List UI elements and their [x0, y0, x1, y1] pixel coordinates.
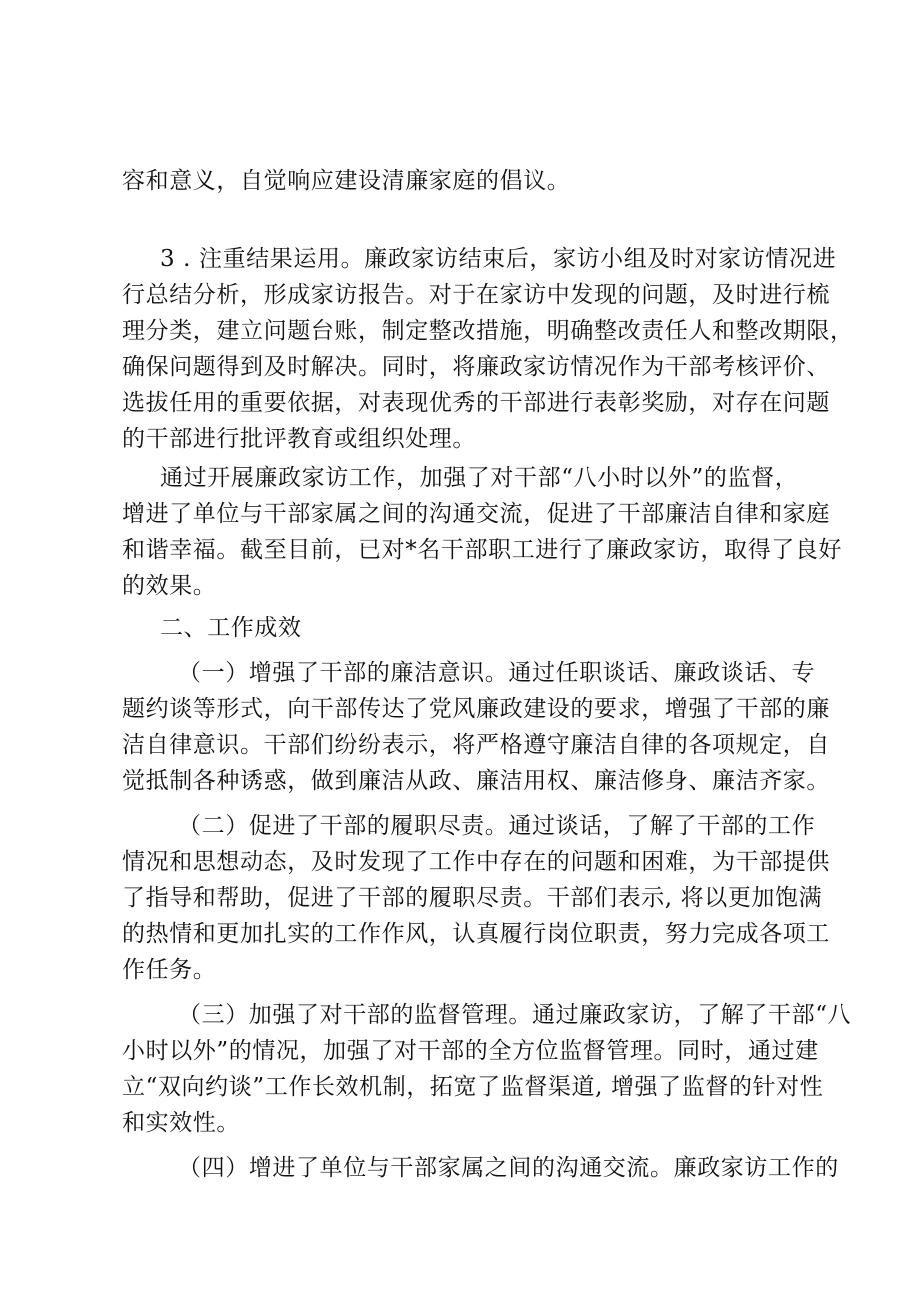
- text-line: （三）加强了对干部的监督管理。通过廉政家访，了解了干部“八: [178, 1002, 852, 1028]
- text-line: 立“双向约谈”工作长效机制，拓宽了监督渠道, 增强了监督的针对性: [122, 1074, 824, 1100]
- text-line: 和谐幸福。截至目前，已对*名干部职工进行了廉政家访，取得了良好: [122, 537, 843, 563]
- text-line: 和实效性。: [122, 1110, 240, 1136]
- text-line: 确保问题得到及时解决。同时，将廉政家访情况作为干部考核评价、: [122, 354, 830, 380]
- section-heading: 二、工作成效: [160, 615, 302, 641]
- text-line: （四）增进了单位与干部家属之间的沟通交流。廉政家访工作的: [178, 1155, 839, 1181]
- text-line: 小时以外”的情况，加强了对干部的全方位监督管理。同时，通过建: [122, 1038, 819, 1064]
- text-line: 3 . 注重结果运用。廉政家访结束后，家访小组及时对家访情况进: [160, 246, 837, 272]
- text-line: （二）促进了干部的履职尽责。通过谈话，了解了干部的工作: [178, 813, 816, 839]
- text-line: 通过开展廉政家访工作，加强了对干部“八小时以外”的监督，: [160, 465, 799, 491]
- text-line: 洁自律意识。干部们纷纷表示，将严格遵守廉洁自律的各项规定，自: [122, 732, 830, 758]
- text-line: 题约谈等形式，向干部传达了党风廉政建设的要求，增强了干部的廉: [122, 696, 830, 722]
- text-line: （一）增强了干部的廉洁意识。通过任职谈话、廉政谈话、专: [178, 660, 816, 686]
- text-line: 觉抵制各种诱惑，做到廉洁从政、廉洁用权、廉洁修身、廉洁齐家。: [122, 768, 830, 794]
- text-line: 的热情和更加扎实的工作作风，认真履行岗位职责，努力完成各项工: [122, 921, 830, 947]
- text-line: 情况和思想动态，及时发现了工作中存在的问题和困难，为干部提供: [122, 849, 830, 875]
- text-line: 选拔任用的重要依据，对表现优秀的干部进行表彰奖励，对存在问题: [122, 390, 830, 416]
- text-line: 增进了单位与干部家属之间的沟通交流，促进了干部廉洁自律和家庭: [122, 501, 830, 527]
- text-line: 行总结分析，形成家访报告。对于在家访中发现的问题，及时进行梳: [122, 282, 830, 308]
- text-line: 作任务。: [122, 957, 217, 983]
- text-line: 的干部进行批评教育或组织处理。: [122, 426, 476, 452]
- text-line: 了指导和帮助，促进了干部的履职尽责。干部们表示, 将以更加饱满: [122, 885, 823, 911]
- text-line: 容和意义，自觉响应建设清廉家庭的倡议。: [122, 168, 571, 194]
- text-line: 的效果。: [122, 573, 217, 599]
- text-line: 理分类，建立问题台账，制定整改措施，明确整改责任人和整改期限，: [122, 318, 854, 344]
